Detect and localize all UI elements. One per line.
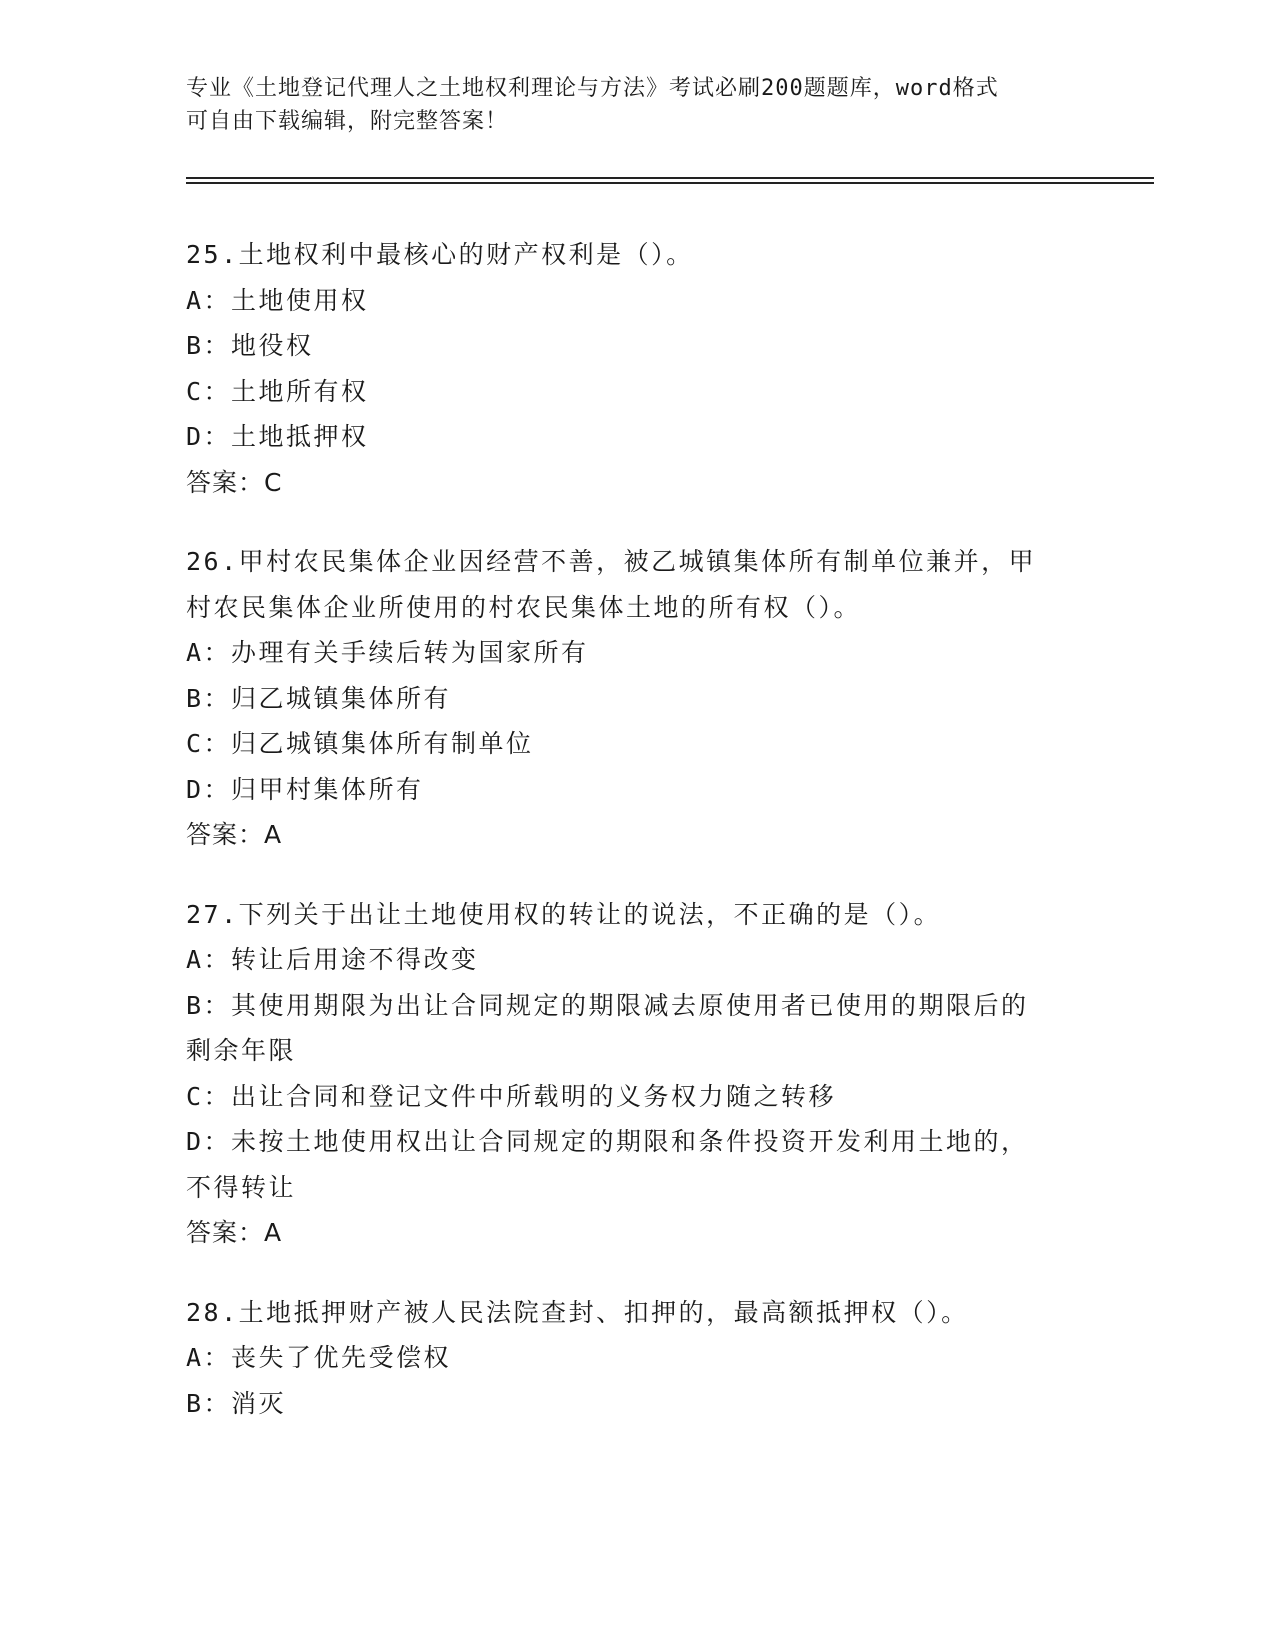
answer-key: 答案：C bbox=[186, 467, 283, 497]
header-rule-top bbox=[186, 177, 1154, 179]
answer-option-line: B：归乙城镇集体所有 bbox=[186, 683, 452, 713]
answer-option-line: 剩余年限 bbox=[186, 1036, 297, 1065]
answer-option-line: D：未按土地使用权出让合同规定的期限和条件投资开发利用土地的， bbox=[186, 1127, 1029, 1156]
answer-option-line: 不得转让 bbox=[186, 1172, 297, 1202]
answer-option-line: C：归乙城镇集体所有制单位 bbox=[186, 729, 534, 758]
answer-option-line: B：其使用期限为出让合同规定的期限减去原使用者已使用的期限后的 bbox=[186, 990, 1029, 1020]
question-stem-line: 27.下列关于出让土地使用权的转让的说法，不正确的是（）。 bbox=[186, 899, 942, 929]
answer-option-line: C：出让合同和登记文件中所载明的义务权力随之转移 bbox=[186, 1081, 837, 1111]
question-stem-line: 28.土地抵押财产被人民法院查封、扣押的，最高额抵押权（）。 bbox=[186, 1297, 969, 1327]
answer-option-line: A：土地使用权 bbox=[186, 285, 369, 315]
header-line-2: 可自由下载编辑，附完整答案！ bbox=[186, 109, 509, 134]
answer-option-line: B：地役权 bbox=[186, 331, 314, 360]
answer-option-line: D：土地抵押权 bbox=[186, 422, 369, 451]
answer-option-line: C：土地所有权 bbox=[186, 376, 369, 406]
answer-option-line: A：丧失了优先受偿权 bbox=[186, 1343, 452, 1372]
document-header bbox=[186, 72, 1086, 138]
question-block bbox=[186, 232, 1086, 505]
answer-option-line: D：归甲村集体所有 bbox=[186, 774, 424, 804]
question-stem-line: 26.甲村农民集体企业因经营不善，被乙城镇集体所有制单位兼并，甲 bbox=[186, 547, 1037, 576]
header-rule-bottom bbox=[186, 182, 1154, 184]
header-line-1: 专业《土地登记代理人之土地权利理论与方法》考试必刷200题题库，word格式 bbox=[186, 76, 999, 101]
question-block bbox=[186, 1290, 1086, 1427]
question-stem-line: 村农民集体企业所使用的村农民集体土地的所有权（）。 bbox=[186, 592, 862, 622]
answer-option-line: A：转让后用途不得改变 bbox=[186, 945, 479, 974]
answer-key: 答案：A bbox=[186, 820, 283, 849]
question-stem-line: 25.土地权利中最核心的财产权利是（）。 bbox=[186, 240, 694, 269]
question-block bbox=[186, 539, 1086, 858]
question-block bbox=[186, 892, 1086, 1256]
answer-option-line: A：办理有关手续后转为国家所有 bbox=[186, 638, 589, 667]
answer-option-line: B：消灭 bbox=[186, 1388, 287, 1418]
answer-key: 答案：A bbox=[186, 1218, 283, 1247]
question-list bbox=[186, 232, 1086, 1460]
